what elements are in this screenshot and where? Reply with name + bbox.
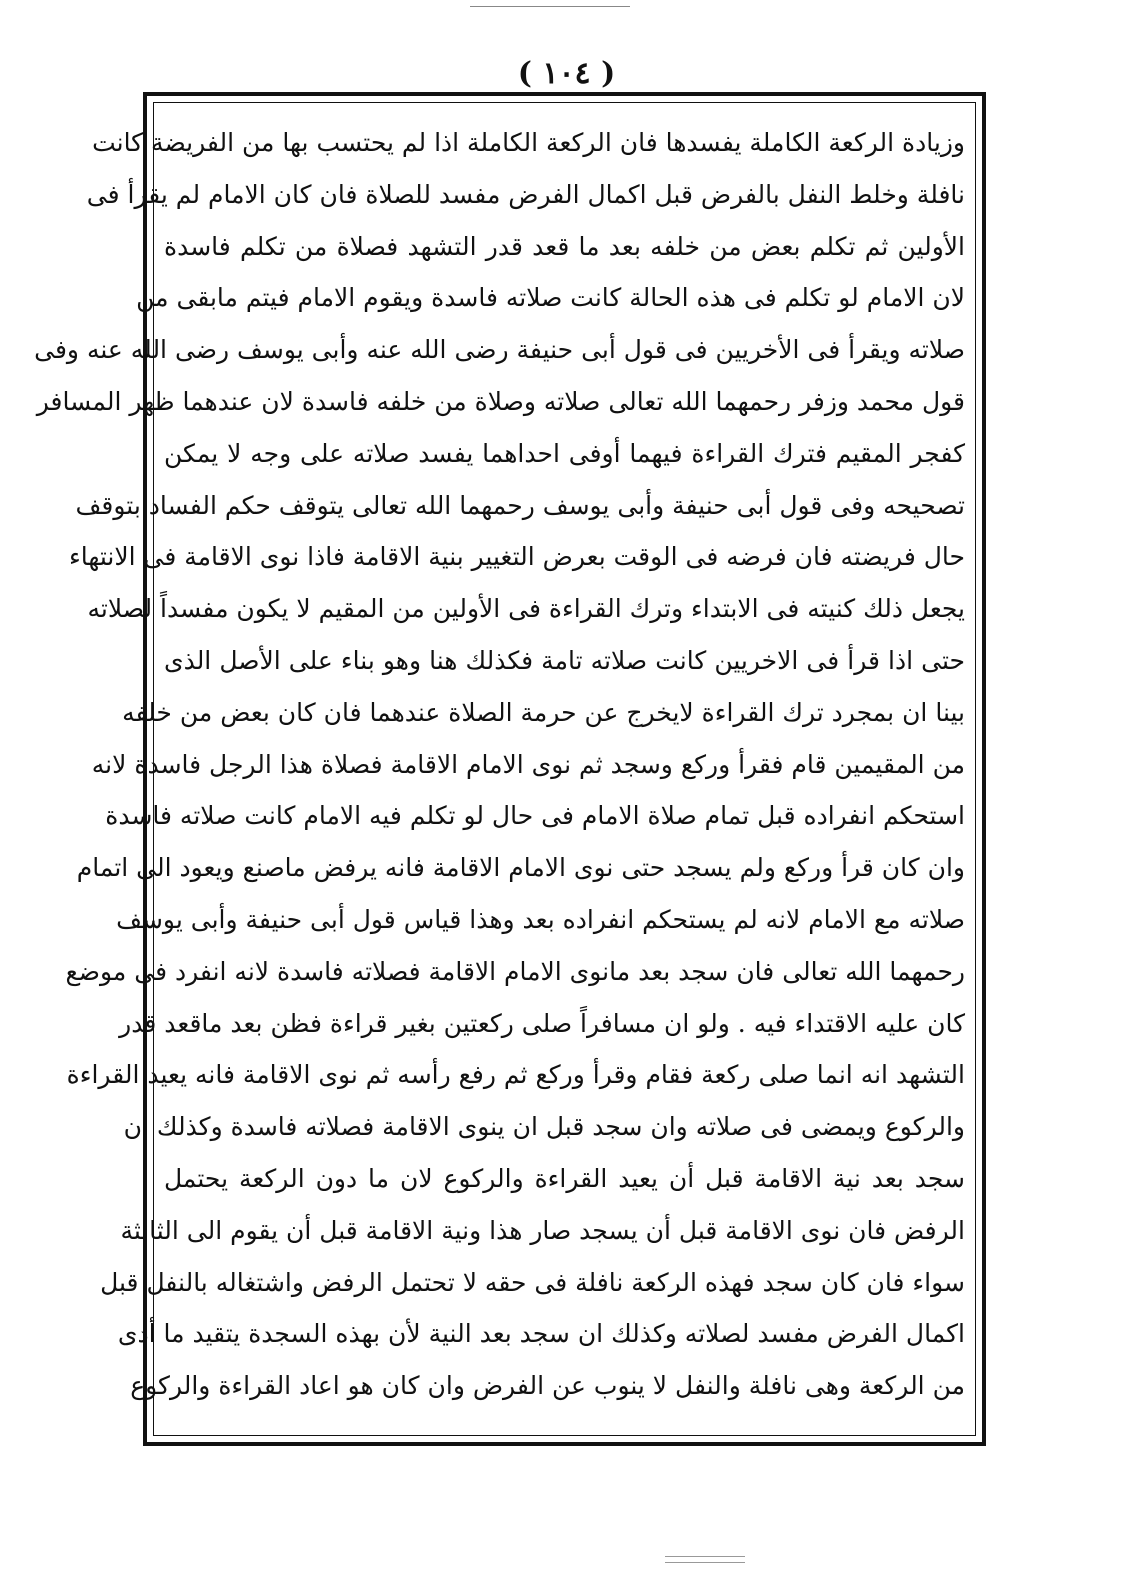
text-line: كان عليه الاقتداء فيه . ولو ان مسافراً صلى ركعتين بغير قراءة فظن بعد ماقعد قدر [119, 1008, 965, 1038]
text-line: صلاته ويقرأ فى الأخريين فى قول أبى حنيفة رضى الله عنه وأبى يوسف رضى الله عنه وفى [34, 335, 965, 365]
text-line: حال فريضته فان فرضه فى الوقت بعرض التغيير بنية الاقامة فاذا نوى الاقامة فى الانتهاء [68, 542, 965, 572]
text-line: والركوع ويمضى فى صلاته وان سجد قبل ان ينوى الاقامة فصلاته فاسدة وكذلك ان [123, 1112, 965, 1142]
text-line: سجد بعد نية الاقامة قبل أن يعيد القراءة والركوع لان ما دون الركعة يحتمل [164, 1163, 965, 1193]
text-line: صلاته مع الامام لانه لم يستحكم انفراده بعد وهذا قياس قول أبى حنيفة وأبى يوسف [116, 904, 965, 934]
text-line: رحمهما الله تعالى فان سجد بعد مانوى الامام الاقامة فصلاته فاسدة لانه انفرد فى موضع [65, 956, 965, 986]
page-number: ( ١٠٤ ) [517, 56, 616, 91]
text-line: الأولين ثم تكلم بعض من خلفه بعد ما قعد قدر التشهد فصلاة من تكلم فاسدة [164, 231, 965, 261]
text-line: وان كان قرأ وركع ولم يسجد حتى نوى الامام الاقامة فانه يرفض ماصنع ويعود الى اتمام [76, 853, 965, 883]
text-body [34, 117, 965, 1412]
text-line: التشهد انه انما صلى ركعة فقام وقرأ وركع ثم رفع رأسه ثم نوى الاقامة فانه يعيد القراءة [66, 1060, 965, 1090]
top-rule [470, 6, 630, 7]
text-line: قول محمد وزفر رحمهما الله تعالى صلاته وصلاة من خلفه فاسدة لان عندهما ظهر المسافر [36, 386, 965, 416]
text-line: وزيادة الركعة الكاملة يفسدها فان الركعة الكاملة اذا لم يحتسب بها من الفريضة كانت [92, 128, 965, 157]
text-line: الرفض فان نوى الاقامة قبل أن يسجد صار هذا ونية الاقامة قبل أن يقوم الى الثالثة [120, 1215, 965, 1245]
text-line: تصحيحه وفى قول أبى حنيفة وأبى يوسف رحمهما الله تعالى يتوقف حكم الفساد بتوقف [75, 490, 965, 520]
text-line: بينا ان بمجرد ترك القراءة لايخرج عن حرمة الصلاة عندهما فان كان بعض من خلفه [122, 697, 965, 727]
text-line: اكمال الفرض مفسد لصلاته وكذلك ان سجد بعد النية لأن بهذه السجدة يتقيد ما أدى [117, 1319, 965, 1349]
bottom-rule-2 [665, 1562, 745, 1563]
text-line: سواء فان كان سجد فهذه الركعة نافلة فى حقه لا تحتمل الرفض واشتغاله بالنفل قبل [100, 1267, 965, 1297]
text-line: كفجر المقيم فترك القراءة فيهما أوفى احداهما يفسد صلاته على وجه لا يمكن [164, 438, 965, 468]
text-line: لان الامام لو تكلم فى هذه الحالة كانت صلاته فاسدة ويقوم الامام فيتم مابقى من [136, 283, 965, 313]
text-line: حتى اذا قرأ فى الاخريين كانت صلاته تامة فكذلك هنا وهو بناء على الأصل الذى [164, 645, 965, 675]
text-line: من الركعة وهى نافلة والنفل لا ينوب عن الفرض وان كان هو اعاد القراءة والركوع [130, 1371, 965, 1401]
text-line: من المقيمين قام فقرأ وركع وسجد ثم نوى الامام الاقامة فصلاة هذا الرجل فاسدة لانه [91, 749, 965, 779]
text-frame-inner [34, 102, 976, 1436]
text-line: استحكم انفراده قبل تمام صلاة الامام فى حال لو تكلم فيه الامام كانت صلاته فاسدة [105, 801, 965, 831]
bottom-rule [665, 1556, 745, 1557]
text-line: نافلة وخلط النفل بالفرض قبل اكمال الفرض مفسد للصلاة فان كان الامام لم يقرأ فى [86, 179, 965, 209]
text-frame [34, 92, 986, 1446]
text-line: يجعل ذلك كنيته فى الابتداء وترك القراءة فى الأولين من المقيم لا يكون مفسداً لصلاته [87, 594, 965, 624]
